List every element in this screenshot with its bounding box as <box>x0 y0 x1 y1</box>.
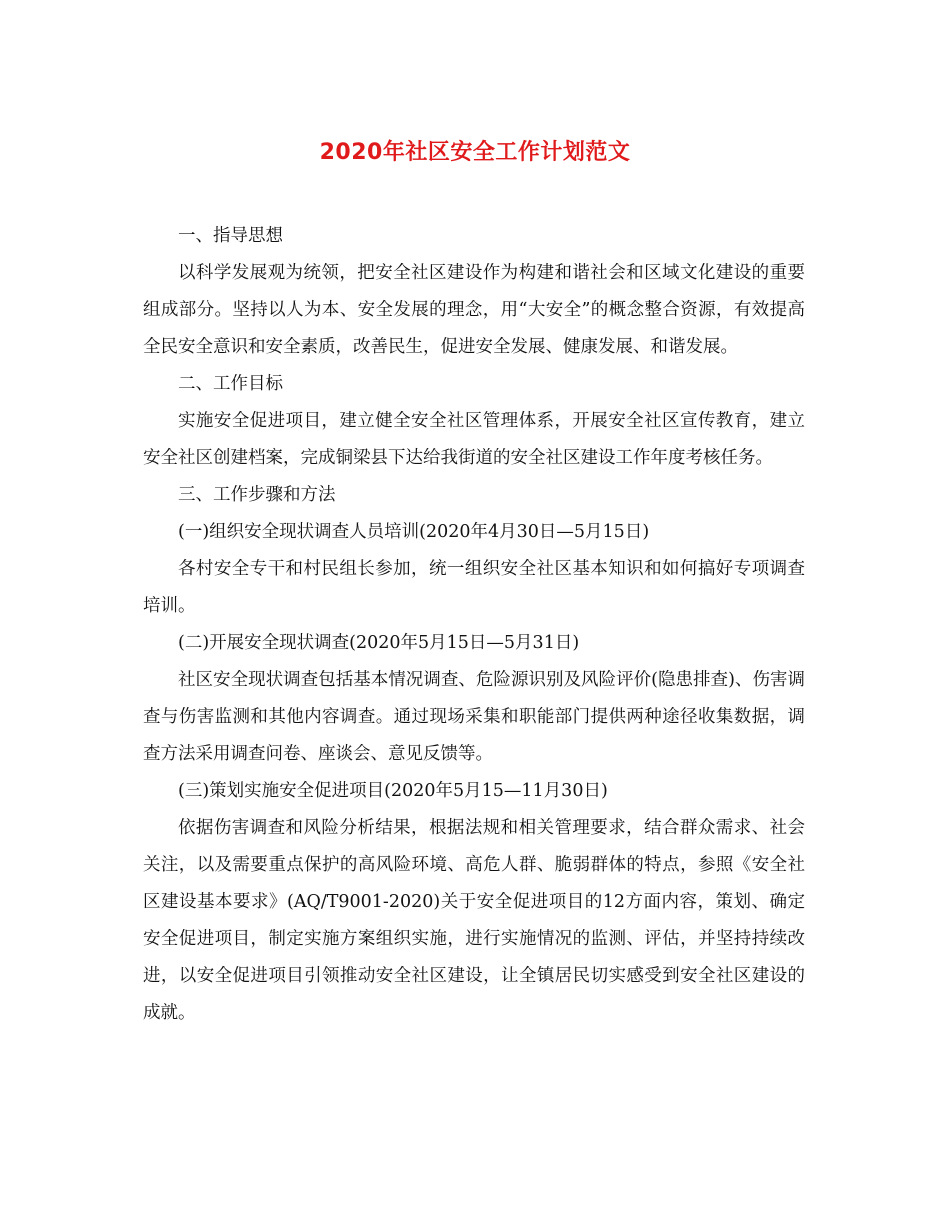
section-heading-guiding-ideology: 一、指导思想 <box>178 226 283 246</box>
document-body <box>143 218 805 1032</box>
paragraph-guiding-ideology: 以科学发展观为统领，把安全社区建设作为构建和谐社会和区域文化建设的重要组成部分。坚持以人为本、安全发展的理念，用“大安全”的概念整合资源，有效提高全民安全意识和安全素质，改善民生，促进安全发展、健康发展、和谐发展。 <box>143 263 805 357</box>
section-heading-steps-methods: 三、工作步骤和方法 <box>178 485 336 505</box>
paragraph-work-goals: 实施安全促进项目，建立健全安全社区管理体系，开展安全社区宣传教育，建立安全社区创建档案，完成铜梁县下达给我街道的安全社区建设工作年度考核任务。 <box>143 411 805 468</box>
paragraph-step-3: 依据伤害调查和风险分析结果，根据法规和相关管理要求，结合群众需求、社会关注，以及需要重点保护的高风险环境、高危人群、脆弱群体的特点，参照《安全社区建设基本要求》(AQ/T9001-2020)关于安全促进项目的12方面内容，策划、确定安全促进项目，制定实施方案组织实施，进行实施情况的监测、评估，并坚持持续改进，以安全促进项目引领推动安全社区建设，让全镇居民切实感受到安全社区建设的成就。 <box>143 818 805 1023</box>
subheading-step-3: (三)策划实施安全促进项目(2020年5月15—11月30日) <box>178 781 608 801</box>
paragraph-step-2: 社区安全现状调查包括基本情况调查、危险源识别及风险评价(隐患排查)、伤害调查与伤害监测和其他内容调查。通过现场采集和职能部门提供两种途径收集数据，调查方法采用调查问卷、座谈会、意见反馈等。 <box>143 670 805 764</box>
subheading-step-1: (一)组织安全现状调查人员培训(2020年4月30日—5月15日) <box>178 522 650 542</box>
subheading-step-2: (二)开展安全现状调查(2020年5月15日—5月31日) <box>178 633 580 653</box>
section-heading-work-goals: 二、工作目标 <box>178 374 283 394</box>
document-title: 2020年社区安全工作计划范文 <box>319 140 631 165</box>
paragraph-step-1: 各村安全专干和村民组长参加，统一组织安全社区基本知识和如何搞好专项调查培训。 <box>143 559 805 616</box>
